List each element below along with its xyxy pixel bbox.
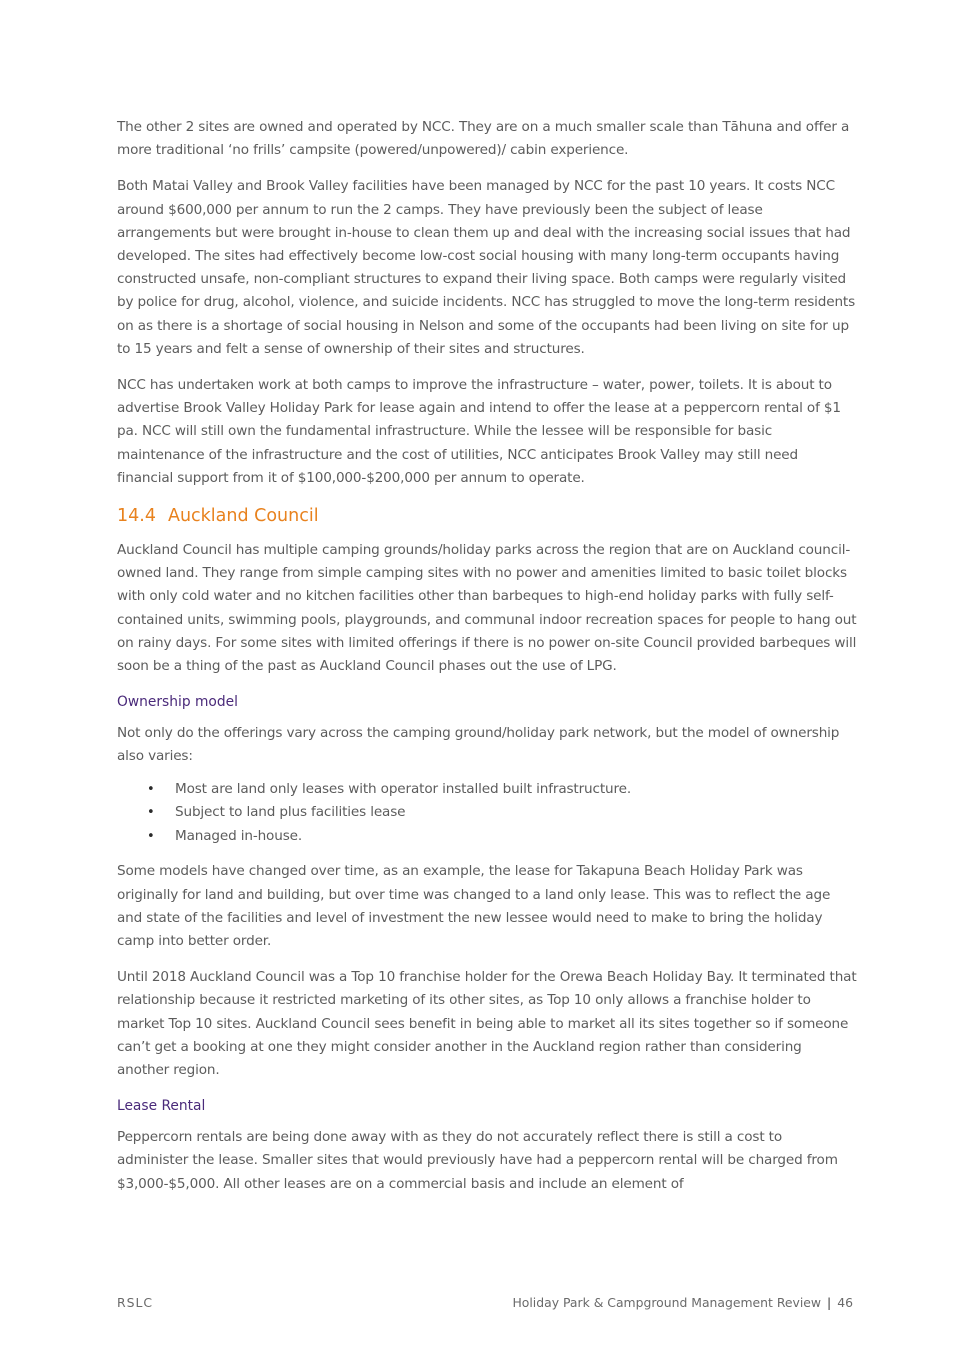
- body-paragraph: The other 2 sites are owned and operated by NCC. They are on a much smaller scale than Tāhuna and offer a more traditional ‘no frills’ campsite (powered/unpowered)/ cabin experience.: [117, 119, 850, 159]
- section-title: Auckland Council: [167, 506, 319, 527]
- footer-separator: |: [827, 1295, 832, 1310]
- bullet-icon: •: [147, 828, 155, 844]
- page-content: [117, 116, 857, 1209]
- body-paragraph: Peppercorn rentals are being done away with as they do not accurately reflect there is still a cost to administer the lease. Smaller sites that would previously have had a peppercorn rental will be charged from $3,000-$5,000. All other leases are on a commercial basis and include an element of: [117, 1129, 838, 1192]
- subheading-ownership-model: Ownership model: [117, 694, 238, 711]
- body-paragraph: NCC has undertaken work at both camps to improve the infrastructure – water, power, toilets. It is about to advertise Brook Valley Holiday Park for lease again and intend to offer the lease at a peppercorn rental of $1 pa. NCC will still own the fundamental infrastructure. While the lessee will be responsible for basic maintenance of the infrastructure and the cost of utilities, NCC anticipates Brook Valley may still need financial support from it of $100,000-$200,000 per annum to operate.: [117, 377, 841, 486]
- body-paragraph: Until 2018 Auckland Council was a Top 10 franchise holder for the Orewa Beach Holiday Bay. It terminated that relationship because it restricted marketing of its other sites, as Top 10 only allows a franchise holder to market Top 10 sites. Auckland Council sees benefit in being able to market all its sites together so if someone can’t get a booking at one they might consider another in the Auckland region rather than considering another region.: [117, 969, 857, 1079]
- bullet-icon: •: [147, 781, 155, 797]
- footer-org: RSLC: [117, 1295, 154, 1310]
- bullet-item: [117, 778, 857, 802]
- bullet-text: Managed in-house.: [175, 827, 303, 844]
- section-heading: [117, 503, 857, 529]
- section-number: 14.4: [117, 506, 156, 527]
- footer-right: [512, 1293, 853, 1313]
- body-paragraph: Some models have changed over time, as an example, the lease for Takapuna Beach Holiday Park was originally for land and building, but over time was changed to a land only lease. This was to reflect the age and state of the facilities and level of investment the new lessee would need to make to bring the holiday camp into better order.: [117, 863, 831, 950]
- body-paragraph: Auckland Council has multiple camping grounds/holiday parks across the region that are on Auckland council-owned land. They range from simple camping sites with no power and amenities limited to basic toilet blocks with only cold water and no kitchen facilities other than barbeques to high-end holiday parks with fully self-contained units, swimming pools, playgrounds, and communal indoor recreation spaces for people to hang out on rainy days. For some sites with limited offerings if there is no power on-site Council provided barbeques will soon be a thing of the past as Auckland Council phases out the use of LPG.: [117, 542, 857, 675]
- page-number: 46: [837, 1295, 853, 1310]
- footer-doc-title: Holiday Park & Campground Management Review: [512, 1295, 822, 1310]
- subheading-lease-rental: Lease Rental: [117, 1098, 206, 1115]
- bullet-item: [117, 825, 857, 849]
- bullet-text: Most are land only leases with operator installed built infrastructure.: [175, 780, 632, 797]
- bullet-icon: •: [147, 805, 155, 821]
- body-paragraph: Not only do the offerings vary across the camping ground/holiday park network, but the model of ownership also varies:: [117, 725, 840, 765]
- ownership-bullet-list: [117, 778, 857, 849]
- bullet-item: [117, 801, 857, 825]
- bullet-text: Subject to land plus facilities lease: [175, 804, 406, 821]
- page-footer: [117, 1293, 853, 1313]
- body-paragraph: Both Matai Valley and Brook Valley facilities have been managed by NCC for the past 10 years. It costs NCC around $600,000 per annum to run the 2 camps. They have previously been the subject of lease arrangements but were brought in-house to clean them up and deal with the increasing social issues that had developed. The sites had effectively become low-cost social housing with many long-term occupants having constructed unsafe, non-compliant structures to expand their living space. Both camps were regularly visited by police for drug, alcohol, violence, and suicide incidents. NCC has struggled to move the long-term residents on as there is a shortage of social housing in Nelson and some of the occupants had been living on site for up to 15 years and felt a sense of ownership of their sites and structures.: [117, 178, 856, 357]
